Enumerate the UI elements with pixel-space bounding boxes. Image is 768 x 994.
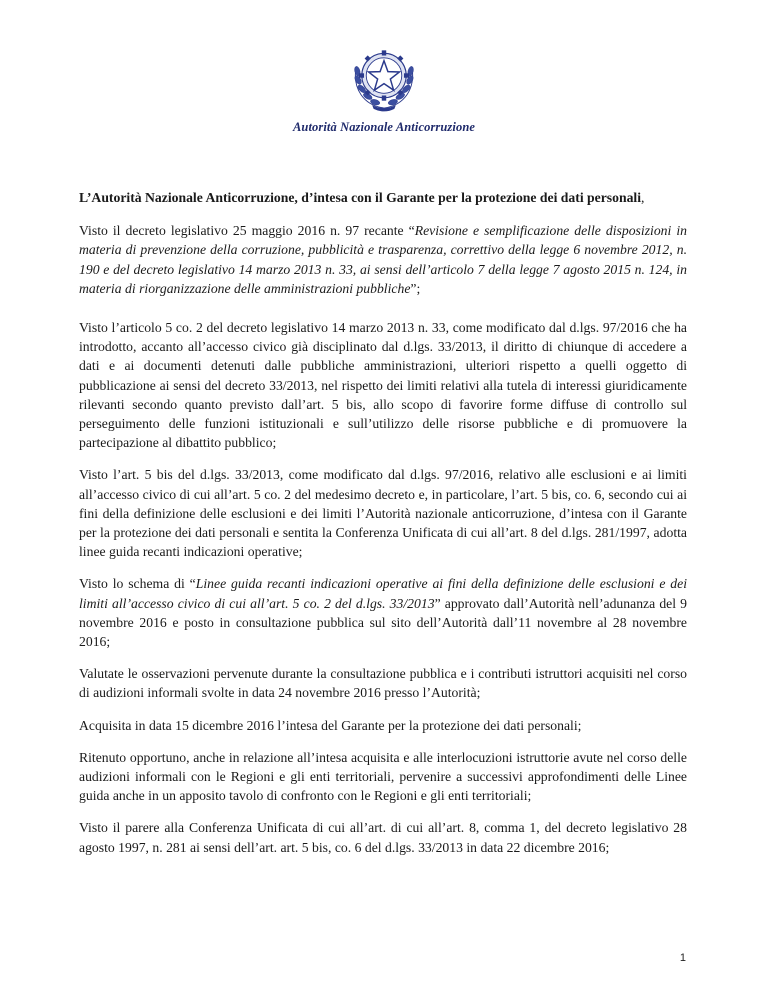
italian-republic-emblem-icon bbox=[347, 40, 421, 114]
paragraph-article-5: Visto l’articolo 5 co. 2 del decreto legislativo 14 marzo 2013 n. 33, come modificato dal d.lgs. 97/2016 che ha introdotto, accanto all’accesso civico già disciplinato dal d.lgs. 33/2013, il diritto di chiunque di accedere a dati e ai documenti detenuti dalle pubbliche amministrazioni, ulteriori rispetto a quelli oggetto di pubblicazione ai sensi del decreto 33/2013, nel rispetto dei limiti relativi alla tutela di interessi giuridicamente rilevanti secondo quanto previsto dall’art. 5 bis, allo scopo di favorire forme diffuse di controllo sul perseguimento delle funzioni istituzionali e sull’utilizzo delle risorse pubbliche e di promuovere la partecipazione al dibattito pubblico; bbox=[79, 320, 687, 451]
paragraph-conference-opinion: Visto il parere alla Conferenza Unificata di cui all’art. di cui all’art. 8, comma 1, del decreto legislativo 28 agosto 1997, n. 281 ai sensi dell’art. art. 5 bis, co. 6 del d.lgs. 33/2013 in data 22 dicembre 2016; bbox=[79, 820, 687, 855]
paragraph-guidelines-draft: Visto lo schema di “Linee guida recanti indicazioni operative ai fini della definizione delle esclusioni e dei limiti all’accesso civico di cui all’art. 5 co. 2 del d.lgs. 33/2013” approvato dall’Autorità nell’adunanza del 9 novembre 2016 e posto in consultazione pubblica sul sito dell’Autorità dall’11 novembre al 28 novembre 2016; bbox=[79, 576, 688, 650]
authority-name: Autorità Nazionale Anticorruzione bbox=[292, 120, 476, 134]
paragraph-guarantor-agreement: Acquisita in data 15 dicembre 2016 l’intesa del Garante per la protezione dei dati personali; bbox=[79, 717, 582, 733]
document-body bbox=[79, 188, 687, 870]
page-header bbox=[0, 40, 768, 135]
paragraph-decree-97-2016: Visto il decreto legislativo 25 maggio 2016 n. 97 recante “Revisione e semplificazione delle disposizioni in materia di prevenzione della corruzione, pubblicità e trasparenza, correttivo della legge 6 novembre 2012, n. 190 e del decreto legislativo 14 marzo 2013 n. 33, ai sensi dell’articolo 7 della legge 7 agosto 2015 n. 124, in materia di riorganizzazione delle amministrazioni pubbliche”; bbox=[79, 223, 687, 296]
paragraph-article-5-bis: Visto l’art. 5 bis del d.lgs. 33/2013, come modificato dal d.lgs. 97/2016, relativo alle esclusioni e ai limiti all’accesso civico di cui all’art. 5 co. 2 del medesimo decreto e, in particolare, l’art. 5 bis, co. 6, secondo cui ai fini della definizione delle esclusioni e dei limiti l’Autorità nazionale anticorruzione, d’intesa con il Garante per la protezione dei dati personali e sentita la Conferenza Unificata di cui all’art. 8 del d.lgs. 281/1997, adotta linee guida recanti indicazioni operative; bbox=[79, 467, 687, 560]
document-title: L’Autorità Nazionale Anticorruzione, d’intesa con il Garante per la protezione dei dati personali, bbox=[79, 190, 645, 205]
paragraph-consultation: Valutate le osservazioni pervenute durante la consultazione pubblica e i contributi istruttori acquisiti nel corso di audizioni informali svolte in data 24 novembre 2016 presso l’Autorità; bbox=[79, 666, 687, 701]
paragraph-regions-discussion: Ritenuto opportuno, anche in relazione all’intesa acquisita e alle interlocuzioni istruttorie avute nel corso delle audizioni informali con le Regioni e gli enti territoriali, pervenire a successivi approfondimenti delle Linee guida anche in un apposito tavolo di confronto con le Regioni e gli enti territoriali; bbox=[79, 749, 687, 804]
page-number: 1 bbox=[679, 952, 686, 964]
